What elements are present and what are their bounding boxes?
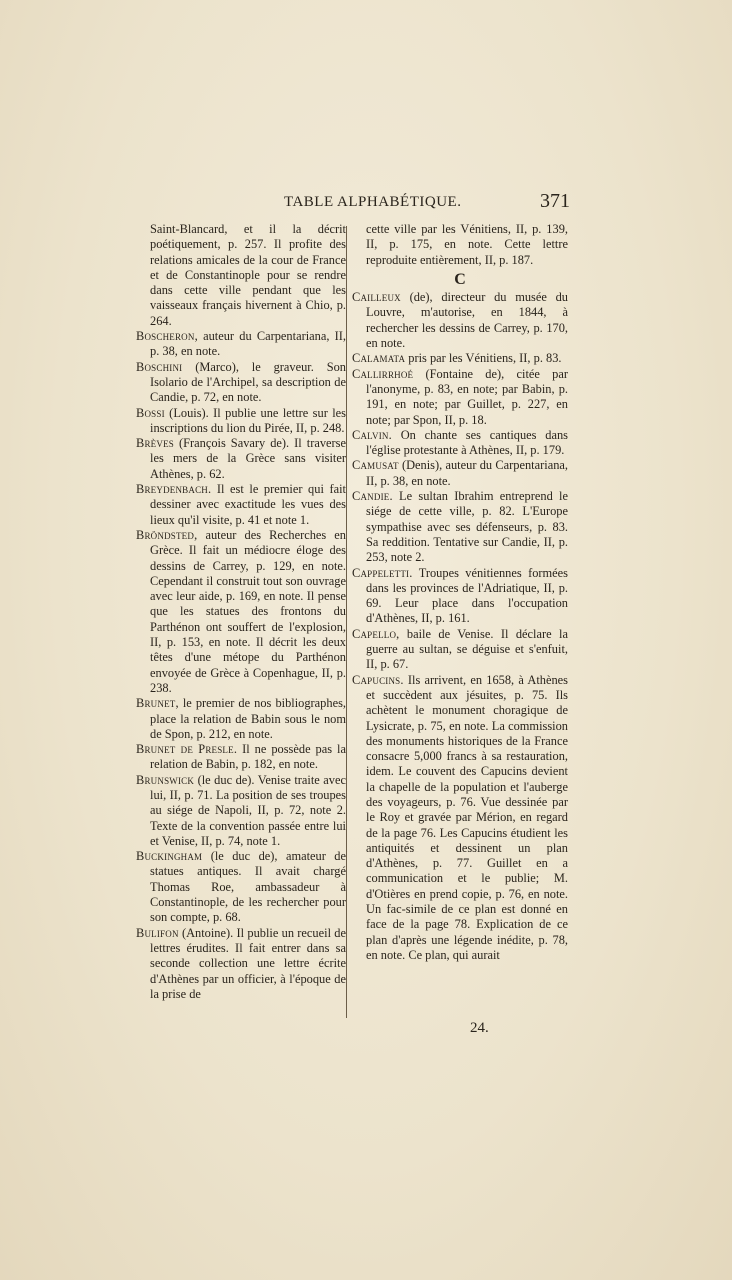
page-number: 371 (540, 190, 570, 212)
entry-heading: Boscheron, (136, 329, 198, 344)
entry-heading: Brunet, (136, 696, 179, 711)
continued-entry: cette ville par les Vénitiens, II, p. 139, II, p. 175, en note. Cette lettre reproduite entièrement, II, p. 187. (366, 222, 568, 267)
entry-heading: Bröndsted, (136, 527, 198, 542)
index-entry (136, 222, 346, 329)
index-entry (352, 627, 568, 673)
index-entry (352, 458, 568, 489)
index-entry (352, 367, 568, 428)
entry-text: pris par les Vénitiens, II, p. 83. (405, 351, 562, 366)
entry-text: baile de Venise. Il déclare la guerre au sultan, se déguise et s'enfuit, II, p. 67. (366, 626, 568, 672)
entry-heading: Camusat (352, 458, 399, 473)
index-entry (136, 528, 346, 696)
entry-heading: Brèves (136, 436, 174, 451)
entry-text: Le sultan Ibrahim entreprend le siége de cette ville, p. 82. L'Europe sympathise avec ses défenseurs, p. 83. Sa reddition. Tentative sur Candie, II, p. 253, note 2. (366, 489, 568, 565)
entry-heading: Calamata (352, 351, 406, 366)
index-entry (352, 290, 568, 351)
index-entry (136, 329, 346, 360)
index-entry (136, 406, 346, 437)
entry-text: (le duc de), amateur de statues antiques. Il avait chargé Thomas Roe, ambassadeur à Constantinople, de les rechercher pour son compte, p. 68. (150, 849, 346, 925)
entry-text: (de), directeur du musée du Louvre, m'autorise, en 1844, à rechercher les dessins de Carrey, p. 170, en note. (366, 290, 568, 351)
page-title: TABLE ALPHABÉTIQUE. (284, 194, 462, 210)
entry-text: (Louis). Il publie une lettre sur les inscriptions du lion du Pirée, II, p. 248. (150, 405, 346, 435)
entry-text: Troupes vénitiennes formées dans les provinces de l'Adriatique, II, p. 69. Leur place dans l'occupation d'Athènes, II, p. 161. (366, 565, 568, 626)
running-header (134, 190, 570, 216)
entry-text: Il est le premier qui fait dessiner avec exactitude les vues des lieux qu'il visite, p. 41 et note 1. (150, 482, 346, 527)
entry-text: (Denis), auteur du Carpentariana, II, p. 38, en note. (366, 458, 568, 488)
left-column (136, 222, 346, 1002)
index-entry (136, 926, 346, 1002)
entry-heading: Brunswick (136, 772, 195, 787)
entry-heading: Cappeletti. (352, 565, 413, 580)
entry-text: On chante ses cantiques dans l'église protestante à Athènes, II, p. 179. (366, 427, 568, 458)
entry-text: (François Savary de). Il traverse les mers de la Grèce sans visiter Athènes, p. 62. (150, 436, 346, 481)
entry-heading: Boschini (136, 359, 183, 374)
index-entry (352, 428, 568, 459)
entry-text: Ils arrivent, en 1658, à Athènes et succèdent aux jésuites, p. 75. Ils achètent le monument choragique de Lysicrate, p. 75, en note. La commission des monuments historiques de la France consacre 5,000 francs à sa restauration, idem. Le couvent des Capucins devient la chapelle de la population et l'auberge des voyageurs, p. 76. Vue dessinée par le Roy et gravée par Mérion, en regard de la page 76. Les Capucins étudient les antiquités et dessinent un plan d'Athènes, p. 77. Guillet en a communication et le publie; M. d'Otières en prend copie, p. 76, en note. Un fac-simile de ce plan est donné en face de la page 78. Explication de ce plan d'après une légende inédite, p. 78, en note. Ce plan, qui aurait (366, 672, 568, 962)
index-entry (136, 849, 346, 925)
entry-heading: Capucins. (352, 672, 404, 687)
index-entry (352, 351, 568, 366)
index-entry (136, 742, 346, 773)
signature-mark: 24. (470, 1020, 489, 1036)
entry-text: auteur des Recherches en Grèce. Il fait un médiocre éloge des dessins de Carrey, p. 129, en note. Cependant il construit tout son ouvrage avec leur aide, p. 169, en note. Il pense que les statues des frontons du Parthénon ont souffert de l'explosion, II, p. 153, en note. Il décrit les deux têtes d'une métope du Parthénon envoyée de Grèce à Copenhague, II, p. 238. (150, 527, 346, 695)
entry-text: Il ne possède pas la relation de Babin, p. 182, en note. (150, 742, 346, 772)
entry-text: (le duc de). Venise traite avec lui, II, p. 71. La position de ses troupes au siége de Napoli, II, p. 72, note 2. Texte de la convention passée entre lui et Venise, II, p. 74, note 1. (150, 772, 346, 848)
entry-text: (Marco), le graveur. Son Isolario de l'Archipel, sa description de Candie, p. 72, en note. (150, 359, 346, 405)
entry-heading: Calvin. (352, 427, 392, 442)
entry-text: Saint-Blancard, et il la décrit poétiquement, p. 257. Il profite des relations amicales de la cour de France et de Constantinople pour se rendre dans cette ville pendant que les vaisseaux français hivernent à Chio, p. 264. (150, 222, 346, 328)
entry-text: auteur du Carpentariana, II, p. 38, en note. (150, 329, 346, 359)
entry-text: (Antoine). Il publie un recueil de lettres érudites. Il fait entrer dans sa seconde collection une lettre écrite d'Athènes par un officier, à l'époque de la prise de (150, 925, 346, 1001)
entry-heading: Buckingham (136, 849, 203, 864)
index-entry (136, 360, 346, 406)
index-entry (352, 489, 568, 565)
entry-heading: Bulifon (136, 925, 179, 940)
entry-heading: Callirrhoé (352, 366, 414, 381)
index-entry (352, 673, 568, 964)
entry-heading: Bossi (136, 405, 165, 420)
entry-heading: Candie. (352, 489, 393, 504)
index-entry (352, 566, 568, 627)
index-entry (136, 436, 346, 482)
index-entry (136, 696, 346, 742)
entry-text: (Fontaine de), citée par l'anonyme, p. 83, en note; par Babin, p. 191, en note; par Guillet, p. 227, en note; par Spon, II, p. 18. (366, 366, 568, 427)
index-entry (136, 482, 346, 528)
entry-heading: Brunet de Presle. (136, 742, 238, 757)
section-letter: C (454, 270, 466, 288)
index-entry (136, 773, 346, 849)
entry-text: le premier de nos bibliographes, place la relation de Babin sous le nom de Spon, p. 212, en note. (150, 696, 346, 741)
entry-heading: Cailleux (352, 290, 401, 305)
column-divider (346, 226, 347, 1018)
right-column (352, 222, 568, 963)
entry-heading: Breydenbach. (136, 482, 212, 497)
entry-heading: Capello, (352, 626, 400, 641)
